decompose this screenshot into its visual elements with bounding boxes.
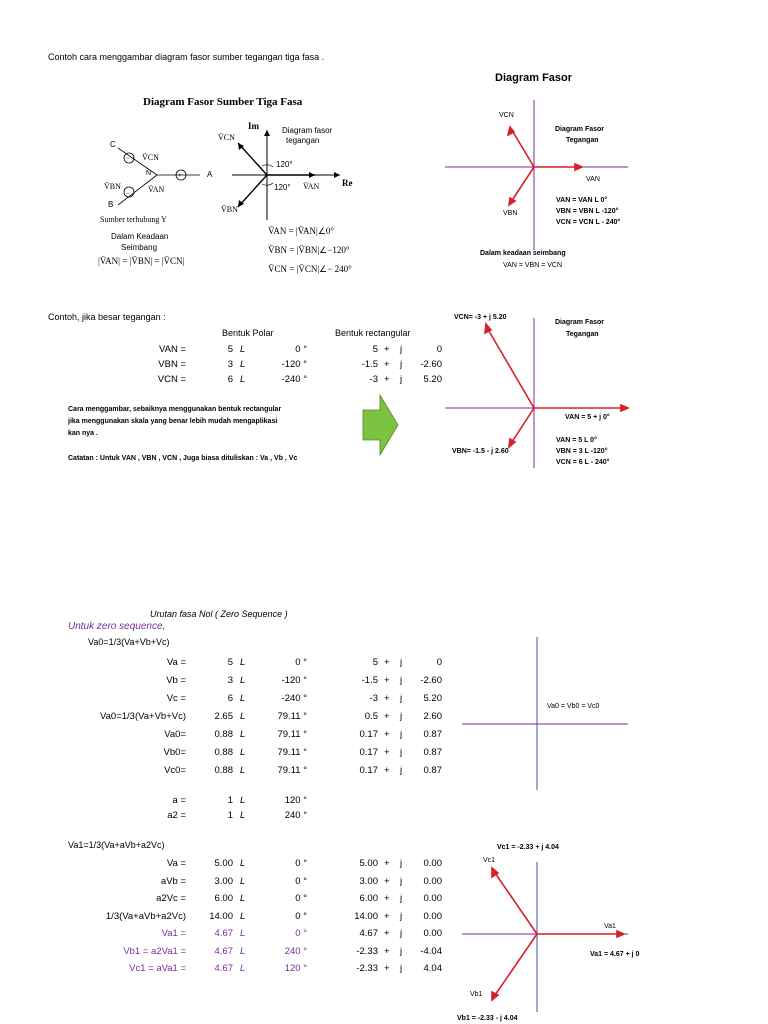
row-magnitude: 1 bbox=[227, 795, 233, 806]
row-real: 5 bbox=[372, 344, 378, 355]
source-vcn-label: V̄CN bbox=[142, 153, 159, 162]
row-label: Vb0= bbox=[163, 747, 186, 758]
row-plus: + bbox=[384, 858, 390, 869]
row-plus: + bbox=[384, 875, 390, 887]
row-angle: -120 ° bbox=[281, 675, 307, 686]
row-imag: 0.00 bbox=[423, 928, 442, 939]
row-angle-symbol: L bbox=[240, 693, 246, 704]
row-j: j bbox=[400, 858, 403, 869]
row-angle: 0 ° bbox=[295, 657, 307, 668]
row-plus: + bbox=[384, 675, 390, 686]
row-label: 1/3(Va+aVb+a2Vc) bbox=[105, 910, 186, 922]
col-rect-header: Bentuk rectangular bbox=[335, 328, 411, 338]
d2-van-label: VAN = 5 + j 0° bbox=[565, 414, 610, 421]
row-magnitude: 0.88 bbox=[214, 747, 233, 758]
eq-vcn: V̄CN = |V̄CN|∠− 240° bbox=[268, 264, 352, 274]
row-label: VCN = bbox=[157, 374, 186, 385]
row-real: 6.00 bbox=[359, 893, 378, 904]
row-angle-symbol: L bbox=[240, 945, 246, 957]
row-angle-symbol: L bbox=[240, 359, 246, 370]
row-imag: 4.04 bbox=[423, 963, 442, 974]
row-angle-symbol: L bbox=[240, 675, 246, 686]
row-angle: 79.11 ° bbox=[277, 765, 307, 776]
row-angle-symbol: L bbox=[240, 928, 246, 939]
row-label: a2Vc = bbox=[156, 893, 186, 904]
row-real: 5 bbox=[372, 657, 378, 668]
d2-title-line1: Diagram Fasor bbox=[555, 319, 605, 326]
row-magnitude: 0.88 bbox=[214, 765, 233, 776]
row-imag: 0.00 bbox=[423, 893, 442, 904]
row-imag: 0.87 bbox=[423, 747, 442, 758]
row-angle-symbol: L bbox=[240, 810, 246, 821]
pos-vc1-label: Vc1 bbox=[483, 857, 496, 864]
row-magnitude: 4.67 bbox=[214, 945, 233, 957]
row-plus: + bbox=[384, 374, 390, 385]
row-j: j bbox=[400, 765, 403, 776]
row-magnitude: 14.00 bbox=[209, 910, 233, 922]
row-real: -3 bbox=[369, 374, 378, 385]
row-label: a = bbox=[172, 795, 186, 806]
row-real: 0.17 bbox=[359, 765, 378, 776]
row-angle-symbol: L bbox=[240, 711, 246, 722]
row-magnitude: 3.00 bbox=[214, 875, 233, 887]
row-angle: 0 ° bbox=[295, 344, 307, 355]
row-label: Va = bbox=[166, 657, 186, 668]
row-imag: -2.60 bbox=[420, 359, 442, 370]
row-angle: -240 ° bbox=[281, 374, 307, 385]
node-b-label: B bbox=[108, 200, 114, 209]
pos-vb1-label: Vb1 bbox=[470, 991, 483, 998]
row-imag: -4.04 bbox=[420, 945, 442, 957]
eq-van: V̄AN = |V̄AN|∠0° bbox=[268, 226, 335, 236]
row-real: -2.33 bbox=[356, 945, 378, 957]
row-angle-symbol: L bbox=[240, 910, 246, 922]
phasor-caption-bottom: tegangan bbox=[286, 136, 320, 145]
row-magnitude: 3 bbox=[227, 675, 233, 686]
row-angle: 0 ° bbox=[295, 893, 307, 904]
row-angle: 120 ° bbox=[284, 795, 307, 806]
row-angle: 79.11 ° bbox=[277, 729, 307, 740]
row-plus: + bbox=[384, 765, 390, 776]
row-real: 14.00 bbox=[354, 910, 378, 922]
phasor-caption-top: Diagram fasor bbox=[282, 126, 333, 135]
row-magnitude: 6.00 bbox=[214, 893, 233, 904]
pos-vc1-top-label: Vc1 = -2.33 + j 4.04 bbox=[497, 844, 559, 851]
row-label: Vb1 = a2Va1 = bbox=[123, 945, 186, 957]
row-label: VAN = bbox=[158, 344, 186, 355]
node-a-label: A bbox=[207, 170, 213, 179]
row-imag: 0.00 bbox=[423, 858, 442, 869]
d2-title-line2: Tegangan bbox=[566, 331, 599, 338]
row-angle-symbol: L bbox=[240, 963, 246, 974]
eq-vbn: V̄BN = |V̄BN|∠−120° bbox=[268, 245, 350, 255]
row-j: j bbox=[400, 963, 403, 974]
d2-vcn-label: VCN= -3 + j 5.20 bbox=[454, 314, 507, 321]
row-angle-symbol: L bbox=[240, 893, 246, 904]
row-angle: 0 ° bbox=[295, 928, 307, 939]
row-j: j bbox=[400, 693, 403, 704]
row-real: -3 bbox=[369, 693, 378, 704]
row-magnitude: 6 bbox=[227, 693, 233, 704]
row-angle: 0 ° bbox=[295, 858, 307, 869]
im-axis-label: Im bbox=[248, 121, 259, 131]
svg-text:−: − bbox=[126, 191, 130, 197]
row-angle-symbol: L bbox=[240, 657, 246, 668]
row-plus: + bbox=[384, 344, 390, 355]
row-label: aVb = bbox=[160, 875, 186, 887]
row-magnitude: 0.88 bbox=[214, 729, 233, 740]
d1-title-line1: Diagram Fasor bbox=[555, 126, 605, 133]
balanced-line2: Seimbang bbox=[121, 243, 158, 252]
row-j: j bbox=[400, 875, 403, 887]
note-line3: kan nya . bbox=[68, 430, 98, 437]
d1-balanced-title: Dalam keadaan seimbang bbox=[480, 250, 566, 257]
row-magnitude: 4.67 bbox=[214, 928, 233, 939]
row-magnitude: 5.00 bbox=[214, 858, 233, 869]
row-imag: 0.87 bbox=[423, 729, 442, 740]
row-angle: 79.11 ° bbox=[277, 747, 307, 758]
row-plus: + bbox=[384, 359, 390, 370]
row-angle-symbol: L bbox=[240, 875, 246, 887]
row-plus: + bbox=[384, 893, 390, 904]
row-real: 0.17 bbox=[359, 747, 378, 758]
angle-bottom-label: 120° bbox=[274, 183, 291, 192]
d2-vbn-label: VBN= -1.5 - j 2.60 bbox=[452, 448, 509, 455]
row-angle-symbol: L bbox=[240, 747, 246, 758]
row-plus: + bbox=[384, 711, 390, 722]
row-magnitude: 4.67 bbox=[214, 963, 233, 974]
row-angle: 240 ° bbox=[284, 810, 307, 821]
zero-seq-diagram-label: Va0 = Vb0 = Vc0 bbox=[547, 703, 600, 710]
node-c-label: C bbox=[110, 140, 116, 149]
d1-van-label: VAN bbox=[586, 176, 600, 183]
row-real: 4.67 bbox=[359, 928, 378, 939]
row-angle: 0 ° bbox=[295, 910, 307, 922]
row-j: j bbox=[400, 747, 403, 758]
col-polar-header: Bentuk Polar bbox=[222, 328, 274, 338]
d2-eq-a: VAN = 5 L 0° bbox=[556, 437, 597, 444]
row-label: a2 = bbox=[167, 810, 186, 821]
row-label: Vc1 = aVa1 = bbox=[129, 963, 186, 974]
row-real: -1.5 bbox=[361, 675, 378, 686]
balanced-line1: Dalam Keadaan bbox=[111, 232, 169, 241]
row-angle: 79.11 ° bbox=[277, 711, 307, 722]
row-label: Vc0= bbox=[164, 765, 186, 776]
row-j: j bbox=[400, 729, 403, 740]
source-vbn-label: V̄BN bbox=[104, 182, 121, 191]
row-angle-symbol: L bbox=[240, 858, 246, 869]
row-real: 3.00 bbox=[359, 875, 378, 887]
row-magnitude: 6 bbox=[227, 374, 233, 385]
row-plus: + bbox=[384, 928, 390, 939]
row-real: -1.5 bbox=[361, 359, 378, 370]
row-angle-symbol: L bbox=[240, 729, 246, 740]
row-imag: 5.20 bbox=[423, 693, 442, 704]
d1-vbn-label: VBN bbox=[503, 210, 518, 217]
page-title: Contoh cara menggambar diagram fasor sumber tegangan tiga fasa . bbox=[48, 52, 325, 62]
plot-vbn-label: V̄BN bbox=[221, 205, 238, 214]
d1-eq-a: VAN = VAN L 0° bbox=[556, 197, 608, 204]
row-plus: + bbox=[384, 747, 390, 758]
catatan-note: Catatan : Untuk VAN , VBN , VCN , Juga biasa dituliskan : Va , Vb , Vc bbox=[68, 455, 298, 462]
d2-eq-c: VCN = 6 L - 240° bbox=[556, 459, 610, 466]
pos-seq-formula: Va1=1/3(Va+aVb+a2Vc) bbox=[68, 840, 165, 850]
d1-eq-c: VCN = VCN L - 240° bbox=[556, 219, 621, 226]
row-angle-symbol: L bbox=[240, 795, 246, 806]
row-j: j bbox=[400, 657, 403, 668]
plot-vcn-label: V̄CN bbox=[218, 133, 235, 142]
source-van-label: V̄AN bbox=[148, 185, 165, 194]
row-j: j bbox=[400, 675, 403, 686]
d1-title-line2: Tegangan bbox=[566, 137, 599, 144]
pos-va1-eq: Va1 = 4.67 + j 0 bbox=[590, 951, 640, 958]
zero-seq-heading: Urutan fasa Nol ( Zero Sequence ) bbox=[150, 609, 288, 619]
row-imag: 0 bbox=[436, 657, 442, 668]
row-label: Va1 = bbox=[161, 928, 186, 939]
re-axis-label: Re bbox=[342, 178, 353, 188]
note-line2: jika menggunakan skala yang benar lebih mudah mengaplikasi bbox=[68, 418, 278, 425]
row-angle: 120 ° bbox=[284, 963, 307, 974]
pos-vb1-eq: Vb1 = -2.33 - j 4.04 bbox=[457, 1015, 518, 1022]
row-label: VBN = bbox=[158, 359, 186, 370]
row-plus: + bbox=[384, 693, 390, 704]
row-imag: 2.60 bbox=[423, 711, 442, 722]
row-plus: + bbox=[384, 729, 390, 740]
row-imag: 0.00 bbox=[423, 910, 442, 922]
diagram-fasor-title: Diagram Fasor bbox=[495, 72, 573, 84]
row-real: 5.00 bbox=[359, 858, 378, 869]
row-magnitude: 5 bbox=[227, 344, 233, 355]
d1-balanced-eq: VAN = VBN = VCN bbox=[503, 262, 563, 269]
row-angle-symbol: L bbox=[240, 374, 246, 385]
angle-top-label: 120° bbox=[276, 160, 293, 169]
row-j: j bbox=[400, 374, 403, 385]
balanced-equation: |V̄AN| = |V̄BN| = |V̄CN| bbox=[98, 256, 185, 266]
row-magnitude: 5 bbox=[227, 657, 233, 668]
row-magnitude: 2.65 bbox=[214, 711, 233, 722]
row-plus: + bbox=[384, 945, 390, 957]
row-imag: -2.60 bbox=[420, 675, 442, 686]
row-label: Va = bbox=[166, 858, 186, 869]
row-j: j bbox=[400, 711, 403, 722]
row-magnitude: 1 bbox=[227, 810, 233, 821]
example-intro: Contoh, jika besar tegangan : bbox=[48, 312, 166, 322]
svg-text:−: − bbox=[126, 156, 130, 162]
row-real: -2.33 bbox=[356, 963, 378, 974]
plot-van-label: V̄AN bbox=[303, 182, 320, 191]
row-plus: + bbox=[384, 657, 390, 668]
svg-text:+: + bbox=[178, 173, 182, 179]
row-angle-symbol: L bbox=[240, 344, 246, 355]
row-label: Va0= bbox=[164, 729, 186, 740]
d1-vcn-label: VCN bbox=[499, 112, 514, 119]
row-j: j bbox=[400, 344, 403, 355]
row-angle: 0 ° bbox=[295, 875, 307, 887]
row-angle: -240 ° bbox=[281, 693, 307, 704]
row-imag: 0.87 bbox=[423, 765, 442, 776]
row-real: 0.5 bbox=[364, 711, 378, 722]
row-angle: 240 ° bbox=[284, 945, 307, 957]
row-plus: + bbox=[384, 910, 390, 922]
source-caption: Sumber terhubung Y bbox=[100, 215, 167, 224]
row-imag: 5.20 bbox=[423, 374, 442, 385]
row-magnitude: 3 bbox=[227, 359, 233, 370]
row-plus: + bbox=[384, 963, 390, 974]
row-label: Va0=1/3(Va+Vb+Vc) bbox=[100, 711, 186, 722]
source-figure-title: Diagram Fasor Sumber Tiga Fasa bbox=[143, 96, 303, 108]
note-line1: Cara menggambar, sebaiknya menggunakan bentuk rectangular bbox=[68, 406, 282, 413]
row-j: j bbox=[400, 910, 403, 922]
d1-eq-b: VBN = VBN L -120° bbox=[556, 208, 619, 215]
row-label: Vc = bbox=[166, 693, 186, 704]
row-j: j bbox=[400, 359, 403, 370]
row-j: j bbox=[400, 928, 403, 939]
row-imag: 0.00 bbox=[423, 875, 442, 887]
d2-eq-b: VBN = 3 L -120° bbox=[556, 448, 608, 455]
row-j: j bbox=[400, 893, 403, 904]
row-angle: -120 ° bbox=[281, 359, 307, 370]
pos-va1-label: Va1 bbox=[604, 923, 616, 930]
row-angle-symbol: L bbox=[240, 765, 246, 776]
row-real: 0.17 bbox=[359, 729, 378, 740]
zero-seq-subheading: Untuk zero sequence, bbox=[68, 621, 166, 632]
row-j: j bbox=[400, 945, 403, 957]
row-label: Vb = bbox=[166, 675, 186, 686]
node-n-label: N bbox=[146, 170, 152, 177]
zero-seq-formula: Va0=1/3(Va+Vb+Vc) bbox=[88, 637, 170, 647]
row-imag: 0 bbox=[436, 344, 442, 355]
